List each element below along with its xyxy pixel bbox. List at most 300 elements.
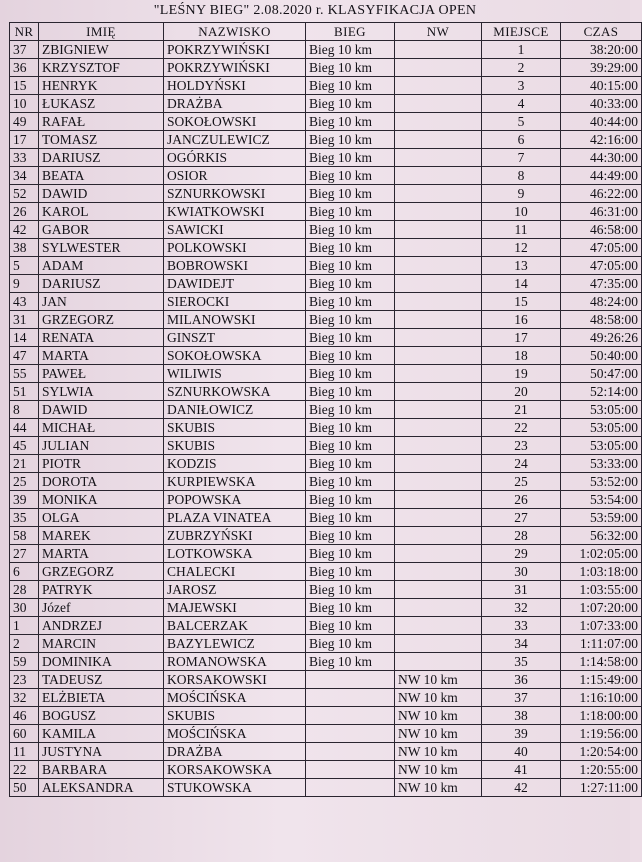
- cell-nr: 17: [10, 131, 39, 149]
- cell-place: 30: [482, 563, 561, 581]
- cell-last-name: DRAŻBA: [164, 743, 306, 761]
- cell-first-name: SYLWESTER: [39, 239, 164, 257]
- cell-first-name: KRZYSZTOF: [39, 59, 164, 77]
- cell-nw: [395, 545, 482, 563]
- table-row: [10, 707, 642, 725]
- cell-nw: [395, 383, 482, 401]
- cell-last-name: HOLDYŃSKI: [164, 77, 306, 95]
- cell-first-name: DARIUSZ: [39, 275, 164, 293]
- cell-race: Bieg 10 km: [306, 401, 395, 419]
- cell-time: 44:30:00: [561, 149, 642, 167]
- table-row: [10, 383, 642, 401]
- cell-race: Bieg 10 km: [306, 95, 395, 113]
- cell-time: 1:20:55:00: [561, 761, 642, 779]
- cell-nr: 25: [10, 473, 39, 491]
- table-row: [10, 167, 642, 185]
- table-row: [10, 113, 642, 131]
- cell-nw: [395, 149, 482, 167]
- cell-last-name: POKRZYWIŃSKI: [164, 41, 306, 59]
- table-row: [10, 779, 642, 797]
- table-row: [10, 599, 642, 617]
- cell-race: Bieg 10 km: [306, 599, 395, 617]
- cell-place: 3: [482, 77, 561, 95]
- cell-last-name: SIEROCKI: [164, 293, 306, 311]
- cell-nr: 42: [10, 221, 39, 239]
- cell-nr: 60: [10, 725, 39, 743]
- cell-race: Bieg 10 km: [306, 41, 395, 59]
- cell-last-name: OGÓRKIS: [164, 149, 306, 167]
- cell-place: 16: [482, 311, 561, 329]
- cell-time: 40:15:00: [561, 77, 642, 95]
- cell-nw: [395, 59, 482, 77]
- cell-first-name: Józef: [39, 599, 164, 617]
- cell-nr: 35: [10, 509, 39, 527]
- cell-race: Bieg 10 km: [306, 635, 395, 653]
- cell-first-name: DARIUSZ: [39, 149, 164, 167]
- cell-race: Bieg 10 km: [306, 311, 395, 329]
- cell-nr: 32: [10, 689, 39, 707]
- cell-race: Bieg 10 km: [306, 149, 395, 167]
- cell-last-name: BOBROWSKI: [164, 257, 306, 275]
- cell-nr: 31: [10, 311, 39, 329]
- cell-race: Bieg 10 km: [306, 221, 395, 239]
- cell-race: Bieg 10 km: [306, 545, 395, 563]
- table-row: [10, 563, 642, 581]
- cell-first-name: BEATA: [39, 167, 164, 185]
- table-row: [10, 671, 642, 689]
- cell-first-name: KAMILA: [39, 725, 164, 743]
- cell-time: 1:16:10:00: [561, 689, 642, 707]
- cell-place: 6: [482, 131, 561, 149]
- cell-time: 39:29:00: [561, 59, 642, 77]
- cell-first-name: MICHAŁ: [39, 419, 164, 437]
- cell-time: 48:24:00: [561, 293, 642, 311]
- cell-last-name: DRAŻBA: [164, 95, 306, 113]
- cell-nr: 59: [10, 653, 39, 671]
- cell-place: 7: [482, 149, 561, 167]
- cell-last-name: SKUBIS: [164, 437, 306, 455]
- table-row: [10, 77, 642, 95]
- cell-last-name: CHALECKI: [164, 563, 306, 581]
- cell-place: 29: [482, 545, 561, 563]
- cell-nr: 11: [10, 743, 39, 761]
- header-nw: NW: [395, 23, 482, 41]
- cell-time: 53:05:00: [561, 437, 642, 455]
- cell-race: Bieg 10 km: [306, 509, 395, 527]
- cell-nw: [395, 455, 482, 473]
- cell-first-name: GRZEGORZ: [39, 311, 164, 329]
- cell-nr: 46: [10, 707, 39, 725]
- cell-nw: [395, 131, 482, 149]
- cell-first-name: TADEUSZ: [39, 671, 164, 689]
- cell-race: [306, 761, 395, 779]
- cell-place: 17: [482, 329, 561, 347]
- cell-nw: [395, 221, 482, 239]
- cell-time: 50:47:00: [561, 365, 642, 383]
- cell-race: Bieg 10 km: [306, 455, 395, 473]
- cell-last-name: LOTKOWSKA: [164, 545, 306, 563]
- table-row: [10, 419, 642, 437]
- cell-nw: [395, 563, 482, 581]
- cell-last-name: KORSAKOWSKI: [164, 671, 306, 689]
- cell-place: 15: [482, 293, 561, 311]
- table-row: [10, 491, 642, 509]
- cell-place: 34: [482, 635, 561, 653]
- table-row: [10, 509, 642, 527]
- header-nr: NR: [10, 23, 39, 41]
- cell-first-name: TOMASZ: [39, 131, 164, 149]
- cell-nw: [395, 401, 482, 419]
- cell-place: 41: [482, 761, 561, 779]
- cell-last-name: KORSAKOWSKA: [164, 761, 306, 779]
- table-row: [10, 761, 642, 779]
- cell-time: 47:05:00: [561, 257, 642, 275]
- cell-first-name: MARTA: [39, 347, 164, 365]
- cell-place: 4: [482, 95, 561, 113]
- cell-race: [306, 707, 395, 725]
- cell-nw: [395, 509, 482, 527]
- results-body: [10, 41, 642, 797]
- table-row: [10, 653, 642, 671]
- cell-first-name: JUSTYNA: [39, 743, 164, 761]
- cell-place: 9: [482, 185, 561, 203]
- cell-nr: 55: [10, 365, 39, 383]
- cell-last-name: MOŚCIŃSKA: [164, 689, 306, 707]
- cell-place: 33: [482, 617, 561, 635]
- cell-last-name: ROMANOWSKA: [164, 653, 306, 671]
- cell-first-name: PAWEŁ: [39, 365, 164, 383]
- cell-nw: [395, 347, 482, 365]
- cell-time: 40:33:00: [561, 95, 642, 113]
- cell-nw: [395, 617, 482, 635]
- cell-place: 21: [482, 401, 561, 419]
- cell-time: 1:20:54:00: [561, 743, 642, 761]
- cell-race: Bieg 10 km: [306, 257, 395, 275]
- cell-time: 1:07:33:00: [561, 617, 642, 635]
- cell-last-name: OSIOR: [164, 167, 306, 185]
- cell-first-name: ALEKSANDRA: [39, 779, 164, 797]
- cell-last-name: MAJEWSKI: [164, 599, 306, 617]
- cell-nw: [395, 437, 482, 455]
- cell-place: 19: [482, 365, 561, 383]
- cell-last-name: SZNURKOWSKI: [164, 185, 306, 203]
- cell-nw: NW 10 km: [395, 761, 482, 779]
- cell-first-name: GABOR: [39, 221, 164, 239]
- cell-nr: 45: [10, 437, 39, 455]
- cell-nr: 51: [10, 383, 39, 401]
- table-row: [10, 221, 642, 239]
- cell-race: [306, 725, 395, 743]
- cell-nw: [395, 653, 482, 671]
- cell-time: 53:33:00: [561, 455, 642, 473]
- cell-nr: 6: [10, 563, 39, 581]
- cell-nr: 5: [10, 257, 39, 275]
- cell-last-name: SKUBIS: [164, 707, 306, 725]
- cell-place: 37: [482, 689, 561, 707]
- cell-place: 31: [482, 581, 561, 599]
- cell-race: Bieg 10 km: [306, 77, 395, 95]
- cell-first-name: RAFAŁ: [39, 113, 164, 131]
- cell-first-name: OLGA: [39, 509, 164, 527]
- cell-nw: [395, 581, 482, 599]
- cell-race: Bieg 10 km: [306, 185, 395, 203]
- cell-nw: [395, 365, 482, 383]
- cell-last-name: BAZYLEWICZ: [164, 635, 306, 653]
- cell-nw: [395, 113, 482, 131]
- cell-time: 49:26:26: [561, 329, 642, 347]
- cell-race: Bieg 10 km: [306, 275, 395, 293]
- cell-nr: 43: [10, 293, 39, 311]
- cell-last-name: DANIŁOWICZ: [164, 401, 306, 419]
- cell-place: 8: [482, 167, 561, 185]
- cell-last-name: KODZIS: [164, 455, 306, 473]
- cell-nw: [395, 311, 482, 329]
- cell-place: 13: [482, 257, 561, 275]
- cell-race: [306, 689, 395, 707]
- cell-time: 1:03:55:00: [561, 581, 642, 599]
- cell-last-name: KWIATKOWSKI: [164, 203, 306, 221]
- cell-nr: 34: [10, 167, 39, 185]
- cell-place: 5: [482, 113, 561, 131]
- cell-last-name: SAWICKI: [164, 221, 306, 239]
- cell-race: [306, 779, 395, 797]
- header-time: CZAS: [561, 23, 642, 41]
- table-row: [10, 725, 642, 743]
- cell-first-name: MARTA: [39, 545, 164, 563]
- cell-place: 28: [482, 527, 561, 545]
- cell-race: Bieg 10 km: [306, 239, 395, 257]
- table-row: [10, 329, 642, 347]
- cell-first-name: PATRYK: [39, 581, 164, 599]
- cell-race: Bieg 10 km: [306, 617, 395, 635]
- cell-last-name: BALCERZAK: [164, 617, 306, 635]
- cell-time: 1:14:58:00: [561, 653, 642, 671]
- cell-nr: 26: [10, 203, 39, 221]
- table-row: [10, 455, 642, 473]
- cell-place: 12: [482, 239, 561, 257]
- cell-time: 38:20:00: [561, 41, 642, 59]
- cell-nw: [395, 257, 482, 275]
- cell-time: 40:44:00: [561, 113, 642, 131]
- cell-time: 52:14:00: [561, 383, 642, 401]
- cell-nr: 33: [10, 149, 39, 167]
- cell-nw: NW 10 km: [395, 743, 482, 761]
- cell-place: 18: [482, 347, 561, 365]
- cell-nw: [395, 473, 482, 491]
- cell-last-name: ZUBRZYŃSKI: [164, 527, 306, 545]
- cell-first-name: DAWID: [39, 185, 164, 203]
- cell-time: 53:52:00: [561, 473, 642, 491]
- cell-race: Bieg 10 km: [306, 293, 395, 311]
- cell-nr: 2: [10, 635, 39, 653]
- cell-nw: [395, 635, 482, 653]
- table-row: [10, 689, 642, 707]
- cell-nr: 38: [10, 239, 39, 257]
- cell-nw: [395, 41, 482, 59]
- cell-first-name: RENATA: [39, 329, 164, 347]
- cell-nr: 37: [10, 41, 39, 59]
- table-row: [10, 293, 642, 311]
- header-race: BIEG: [306, 23, 395, 41]
- cell-time: 46:58:00: [561, 221, 642, 239]
- cell-first-name: GRZEGORZ: [39, 563, 164, 581]
- cell-nw: NW 10 km: [395, 689, 482, 707]
- table-row: [10, 581, 642, 599]
- cell-nw: [395, 527, 482, 545]
- cell-nr: 58: [10, 527, 39, 545]
- cell-place: 27: [482, 509, 561, 527]
- cell-place: 38: [482, 707, 561, 725]
- cell-time: 56:32:00: [561, 527, 642, 545]
- cell-nw: [395, 203, 482, 221]
- cell-race: Bieg 10 km: [306, 131, 395, 149]
- cell-place: 39: [482, 725, 561, 743]
- cell-nw: [395, 77, 482, 95]
- cell-nw: NW 10 km: [395, 779, 482, 797]
- cell-last-name: SOKOŁOWSKI: [164, 113, 306, 131]
- results-table: [9, 22, 642, 797]
- cell-first-name: KAROL: [39, 203, 164, 221]
- cell-nw: NW 10 km: [395, 725, 482, 743]
- cell-time: 1:07:20:00: [561, 599, 642, 617]
- cell-time: 44:49:00: [561, 167, 642, 185]
- cell-nr: 52: [10, 185, 39, 203]
- cell-race: Bieg 10 km: [306, 167, 395, 185]
- cell-time: 50:40:00: [561, 347, 642, 365]
- cell-nr: 47: [10, 347, 39, 365]
- cell-first-name: ADAM: [39, 257, 164, 275]
- cell-place: 2: [482, 59, 561, 77]
- table-row: [10, 437, 642, 455]
- cell-nr: 30: [10, 599, 39, 617]
- table-row: [10, 131, 642, 149]
- table-row: [10, 527, 642, 545]
- table-header-row: [10, 23, 642, 41]
- cell-time: 1:11:07:00: [561, 635, 642, 653]
- table-row: [10, 59, 642, 77]
- cell-race: Bieg 10 km: [306, 581, 395, 599]
- table-row: [10, 473, 642, 491]
- cell-time: 1:15:49:00: [561, 671, 642, 689]
- cell-first-name: PIOTR: [39, 455, 164, 473]
- cell-last-name: KURPIEWSKA: [164, 473, 306, 491]
- cell-place: 11: [482, 221, 561, 239]
- cell-time: 1:19:56:00: [561, 725, 642, 743]
- cell-time: 53:59:00: [561, 509, 642, 527]
- table-row: [10, 365, 642, 383]
- cell-race: Bieg 10 km: [306, 563, 395, 581]
- cell-nr: 28: [10, 581, 39, 599]
- table-row: [10, 545, 642, 563]
- cell-last-name: JANCZULEWICZ: [164, 131, 306, 149]
- table-row: [10, 275, 642, 293]
- cell-nw: [395, 599, 482, 617]
- cell-time: 1:03:18:00: [561, 563, 642, 581]
- cell-place: 42: [482, 779, 561, 797]
- page-title: "LEŚNY BIEG" 2.08.2020 r. KLASYFIKACJA OPEN: [153, 3, 477, 18]
- cell-first-name: JAN: [39, 293, 164, 311]
- cell-race: Bieg 10 km: [306, 437, 395, 455]
- cell-nr: 50: [10, 779, 39, 797]
- cell-first-name: MAREK: [39, 527, 164, 545]
- cell-race: Bieg 10 km: [306, 419, 395, 437]
- cell-place: 22: [482, 419, 561, 437]
- cell-nr: 9: [10, 275, 39, 293]
- table-row: [10, 41, 642, 59]
- cell-race: Bieg 10 km: [306, 383, 395, 401]
- cell-nr: 1: [10, 617, 39, 635]
- cell-race: Bieg 10 km: [306, 113, 395, 131]
- cell-nr: 36: [10, 59, 39, 77]
- cell-place: 25: [482, 473, 561, 491]
- cell-nr: 8: [10, 401, 39, 419]
- table-row: [10, 239, 642, 257]
- cell-last-name: DAWIDEJT: [164, 275, 306, 293]
- cell-nw: [395, 185, 482, 203]
- cell-race: Bieg 10 km: [306, 365, 395, 383]
- cell-last-name: SOKOŁOWSKA: [164, 347, 306, 365]
- cell-time: 47:35:00: [561, 275, 642, 293]
- cell-nw: [395, 167, 482, 185]
- cell-race: Bieg 10 km: [306, 329, 395, 347]
- table-row: [10, 149, 642, 167]
- cell-last-name: POLKOWSKI: [164, 239, 306, 257]
- cell-first-name: ELŻBIETA: [39, 689, 164, 707]
- cell-last-name: SZNURKOWSKA: [164, 383, 306, 401]
- cell-first-name: DAWID: [39, 401, 164, 419]
- cell-last-name: GINSZT: [164, 329, 306, 347]
- cell-nw: [395, 329, 482, 347]
- table-row: [10, 311, 642, 329]
- cell-last-name: POPOWSKA: [164, 491, 306, 509]
- cell-first-name: BOGUSZ: [39, 707, 164, 725]
- cell-nw: [395, 293, 482, 311]
- cell-nw: [395, 419, 482, 437]
- cell-nw: [395, 95, 482, 113]
- table-row: [10, 185, 642, 203]
- cell-nw: [395, 491, 482, 509]
- cell-time: 53:05:00: [561, 401, 642, 419]
- cell-nw: [395, 275, 482, 293]
- cell-nr: 49: [10, 113, 39, 131]
- cell-nr: 23: [10, 671, 39, 689]
- cell-first-name: ŁUKASZ: [39, 95, 164, 113]
- cell-place: 20: [482, 383, 561, 401]
- cell-place: 35: [482, 653, 561, 671]
- cell-race: Bieg 10 km: [306, 59, 395, 77]
- cell-time: 53:54:00: [561, 491, 642, 509]
- cell-place: 23: [482, 437, 561, 455]
- cell-race: Bieg 10 km: [306, 203, 395, 221]
- table-row: [10, 401, 642, 419]
- table-row: [10, 347, 642, 365]
- cell-last-name: POKRZYWIŃSKI: [164, 59, 306, 77]
- cell-nr: 15: [10, 77, 39, 95]
- cell-place: 14: [482, 275, 561, 293]
- cell-first-name: SYLWIA: [39, 383, 164, 401]
- cell-first-name: MONIKA: [39, 491, 164, 509]
- cell-first-name: DOROTA: [39, 473, 164, 491]
- cell-nw: NW 10 km: [395, 671, 482, 689]
- cell-last-name: STUKOWSKA: [164, 779, 306, 797]
- cell-time: 46:31:00: [561, 203, 642, 221]
- cell-first-name: JULIAN: [39, 437, 164, 455]
- table-row: [10, 257, 642, 275]
- cell-place: 10: [482, 203, 561, 221]
- cell-last-name: MOŚCIŃSKA: [164, 725, 306, 743]
- cell-time: 1:27:11:00: [561, 779, 642, 797]
- cell-time: 42:16:00: [561, 131, 642, 149]
